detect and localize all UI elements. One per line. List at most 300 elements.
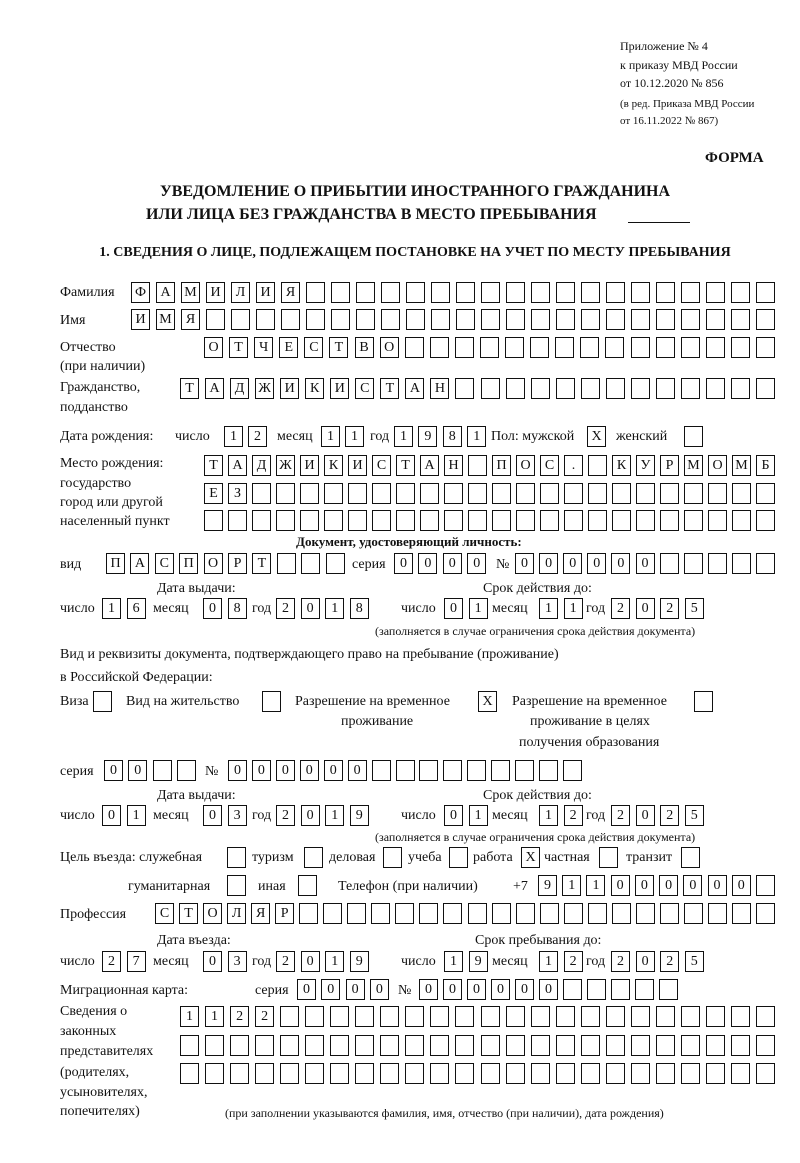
- char-box[interactable]: Д: [252, 455, 271, 476]
- char-box[interactable]: 0: [444, 805, 463, 826]
- char-box[interactable]: 2: [611, 951, 630, 972]
- char-box[interactable]: [660, 553, 679, 574]
- char-box[interactable]: 1: [586, 875, 605, 896]
- char-box[interactable]: [443, 903, 462, 924]
- char-box[interactable]: [684, 903, 703, 924]
- char-box[interactable]: [756, 282, 775, 303]
- char-box[interactable]: [330, 1035, 349, 1056]
- char-box[interactable]: [681, 309, 700, 330]
- char-box[interactable]: 0: [301, 598, 320, 619]
- char-box[interactable]: [468, 483, 487, 504]
- char-box[interactable]: 1: [180, 1006, 199, 1027]
- char-box[interactable]: [516, 510, 535, 531]
- char-box[interactable]: [481, 378, 500, 399]
- char-box[interactable]: [306, 309, 325, 330]
- char-box[interactable]: В: [355, 337, 374, 358]
- char-box[interactable]: [347, 903, 366, 924]
- char-box[interactable]: С: [304, 337, 323, 358]
- char-box[interactable]: [255, 1035, 274, 1056]
- char-box[interactable]: С: [155, 903, 174, 924]
- char-box[interactable]: 1: [127, 805, 146, 826]
- char-box[interactable]: 0: [444, 598, 463, 619]
- char-box[interactable]: [405, 1063, 424, 1084]
- char-box[interactable]: [587, 979, 606, 1000]
- char-box[interactable]: 1: [325, 951, 344, 972]
- char-box[interactable]: [252, 510, 271, 531]
- char-box[interactable]: 5: [685, 951, 704, 972]
- char-box[interactable]: [492, 903, 511, 924]
- char-box[interactable]: 0: [539, 979, 558, 1000]
- char-box[interactable]: [348, 510, 367, 531]
- char-box[interactable]: 0: [611, 875, 630, 896]
- char-box[interactable]: [636, 510, 655, 531]
- char-box[interactable]: 1: [345, 426, 364, 447]
- char-box[interactable]: [456, 309, 475, 330]
- char-box[interactable]: [430, 1063, 449, 1084]
- char-box[interactable]: А: [228, 455, 247, 476]
- char-box[interactable]: 2: [611, 805, 630, 826]
- char-box[interactable]: [612, 903, 631, 924]
- char-box[interactable]: 0: [636, 598, 655, 619]
- char-box[interactable]: [660, 483, 679, 504]
- char-box[interactable]: 0: [636, 951, 655, 972]
- char-box[interactable]: [405, 337, 424, 358]
- char-box[interactable]: [531, 378, 550, 399]
- char-box[interactable]: [708, 510, 727, 531]
- char-box[interactable]: [491, 760, 510, 781]
- char-box[interactable]: [656, 282, 675, 303]
- char-box[interactable]: К: [305, 378, 324, 399]
- char-box[interactable]: [324, 483, 343, 504]
- char-box[interactable]: [431, 282, 450, 303]
- char-box[interactable]: [606, 378, 625, 399]
- char-box[interactable]: [298, 875, 317, 896]
- char-box[interactable]: 2: [660, 598, 679, 619]
- char-box[interactable]: [492, 483, 511, 504]
- char-box[interactable]: [708, 553, 727, 574]
- char-box[interactable]: [262, 691, 281, 712]
- char-box[interactable]: Л: [227, 903, 246, 924]
- char-box[interactable]: [706, 337, 725, 358]
- char-box[interactable]: О: [516, 455, 535, 476]
- char-box[interactable]: И: [330, 378, 349, 399]
- char-box[interactable]: 1: [325, 598, 344, 619]
- char-box[interactable]: 1: [564, 598, 583, 619]
- char-box[interactable]: [656, 378, 675, 399]
- char-box[interactable]: [305, 1063, 324, 1084]
- char-box[interactable]: [180, 1035, 199, 1056]
- char-box[interactable]: [756, 378, 775, 399]
- char-box[interactable]: И: [206, 282, 225, 303]
- char-box[interactable]: [276, 510, 295, 531]
- char-box[interactable]: 1: [469, 598, 488, 619]
- char-box[interactable]: Т: [180, 378, 199, 399]
- char-box[interactable]: А: [130, 553, 149, 574]
- char-box[interactable]: С: [155, 553, 174, 574]
- char-box[interactable]: Е: [279, 337, 298, 358]
- char-box[interactable]: [468, 510, 487, 531]
- char-box[interactable]: [455, 378, 474, 399]
- char-box[interactable]: Т: [252, 553, 271, 574]
- char-box[interactable]: [431, 309, 450, 330]
- char-box[interactable]: [681, 847, 700, 868]
- char-box[interactable]: 8: [228, 598, 247, 619]
- char-box[interactable]: [731, 282, 750, 303]
- char-box[interactable]: 1: [205, 1006, 224, 1027]
- char-box[interactable]: [599, 847, 618, 868]
- char-box[interactable]: И: [131, 309, 150, 330]
- char-box[interactable]: Р: [275, 903, 294, 924]
- char-box[interactable]: [304, 847, 323, 868]
- char-box[interactable]: [231, 309, 250, 330]
- char-box[interactable]: 0: [659, 875, 678, 896]
- char-box[interactable]: К: [612, 455, 631, 476]
- char-box[interactable]: 0: [732, 875, 751, 896]
- char-box[interactable]: [656, 309, 675, 330]
- char-box[interactable]: [684, 553, 703, 574]
- char-box[interactable]: [636, 483, 655, 504]
- char-box[interactable]: [331, 309, 350, 330]
- char-box[interactable]: [540, 510, 559, 531]
- char-box[interactable]: С: [355, 378, 374, 399]
- char-box[interactable]: 0: [635, 875, 654, 896]
- char-box[interactable]: [420, 510, 439, 531]
- char-box[interactable]: А: [205, 378, 224, 399]
- char-box[interactable]: [455, 337, 474, 358]
- char-box[interactable]: 0: [346, 979, 365, 1000]
- char-box[interactable]: [281, 309, 300, 330]
- char-box[interactable]: [280, 1035, 299, 1056]
- char-box[interactable]: [93, 691, 112, 712]
- char-box[interactable]: 9: [538, 875, 557, 896]
- char-box[interactable]: 1: [102, 598, 121, 619]
- char-box[interactable]: 2: [276, 951, 295, 972]
- char-box[interactable]: Ж: [276, 455, 295, 476]
- char-box[interactable]: 0: [443, 553, 462, 574]
- char-box[interactable]: [305, 1035, 324, 1056]
- char-box[interactable]: [177, 760, 196, 781]
- char-box[interactable]: [564, 483, 583, 504]
- char-box[interactable]: [631, 1035, 650, 1056]
- char-box[interactable]: [280, 1006, 299, 1027]
- char-box[interactable]: [480, 337, 499, 358]
- char-box[interactable]: 1: [444, 951, 463, 972]
- char-box[interactable]: [681, 337, 700, 358]
- char-box[interactable]: О: [204, 553, 223, 574]
- char-box[interactable]: [228, 510, 247, 531]
- char-box[interactable]: [180, 1063, 199, 1084]
- char-box[interactable]: [660, 903, 679, 924]
- char-box[interactable]: [606, 309, 625, 330]
- char-box[interactable]: 2: [276, 805, 295, 826]
- char-box[interactable]: 3: [228, 951, 247, 972]
- char-box[interactable]: [330, 1006, 349, 1027]
- char-box[interactable]: [481, 282, 500, 303]
- char-box[interactable]: 2: [564, 805, 583, 826]
- char-box[interactable]: 0: [300, 760, 319, 781]
- char-box[interactable]: 9: [469, 951, 488, 972]
- char-box[interactable]: [631, 1006, 650, 1027]
- char-box[interactable]: [430, 337, 449, 358]
- char-box[interactable]: [444, 510, 463, 531]
- char-box[interactable]: [756, 553, 775, 574]
- char-box[interactable]: [205, 1035, 224, 1056]
- char-box[interactable]: [631, 282, 650, 303]
- char-box[interactable]: Т: [380, 378, 399, 399]
- char-box[interactable]: П: [179, 553, 198, 574]
- char-box[interactable]: [563, 979, 582, 1000]
- char-box[interactable]: [588, 455, 607, 476]
- char-box[interactable]: 0: [301, 805, 320, 826]
- char-box[interactable]: 0: [324, 760, 343, 781]
- char-box[interactable]: [481, 309, 500, 330]
- char-box[interactable]: [539, 760, 558, 781]
- char-box[interactable]: М: [732, 455, 751, 476]
- char-box[interactable]: М: [156, 309, 175, 330]
- char-box[interactable]: [355, 1035, 374, 1056]
- char-box[interactable]: Т: [179, 903, 198, 924]
- char-box[interactable]: [708, 903, 727, 924]
- char-box[interactable]: [731, 1006, 750, 1027]
- char-box[interactable]: 0: [128, 760, 147, 781]
- char-box[interactable]: [635, 979, 654, 1000]
- char-box[interactable]: 2: [276, 598, 295, 619]
- char-box[interactable]: 1: [539, 598, 558, 619]
- char-box[interactable]: 7: [127, 951, 146, 972]
- char-box[interactable]: [631, 1063, 650, 1084]
- char-box[interactable]: [323, 903, 342, 924]
- char-box[interactable]: [706, 378, 725, 399]
- char-box[interactable]: [276, 483, 295, 504]
- char-box[interactable]: [481, 1006, 500, 1027]
- char-box[interactable]: 2: [230, 1006, 249, 1027]
- char-box[interactable]: [299, 903, 318, 924]
- char-box[interactable]: X: [478, 691, 497, 712]
- char-box[interactable]: [556, 1063, 575, 1084]
- char-box[interactable]: [372, 510, 391, 531]
- char-box[interactable]: [581, 1035, 600, 1056]
- char-box[interactable]: [506, 1063, 525, 1084]
- char-box[interactable]: [611, 979, 630, 1000]
- char-box[interactable]: [356, 282, 375, 303]
- char-box[interactable]: Н: [430, 378, 449, 399]
- char-box[interactable]: [581, 309, 600, 330]
- char-box[interactable]: [631, 309, 650, 330]
- char-box[interactable]: [681, 1006, 700, 1027]
- char-box[interactable]: Ч: [254, 337, 273, 358]
- char-box[interactable]: Р: [660, 455, 679, 476]
- char-box[interactable]: [656, 1035, 675, 1056]
- char-box[interactable]: Н: [444, 455, 463, 476]
- char-box[interactable]: Т: [329, 337, 348, 358]
- char-box[interactable]: [631, 378, 650, 399]
- char-box[interactable]: [563, 760, 582, 781]
- char-box[interactable]: Я: [251, 903, 270, 924]
- char-box[interactable]: [301, 553, 320, 574]
- char-box[interactable]: [681, 378, 700, 399]
- char-box[interactable]: 0: [467, 553, 486, 574]
- char-box[interactable]: [331, 282, 350, 303]
- char-box[interactable]: [556, 1006, 575, 1027]
- char-box[interactable]: С: [540, 455, 559, 476]
- char-box[interactable]: 9: [350, 951, 369, 972]
- char-box[interactable]: [660, 510, 679, 531]
- char-box[interactable]: Е: [204, 483, 223, 504]
- char-box[interactable]: 2: [248, 426, 267, 447]
- char-box[interactable]: О: [204, 337, 223, 358]
- char-box[interactable]: [531, 309, 550, 330]
- char-box[interactable]: 0: [203, 951, 222, 972]
- char-box[interactable]: .: [564, 455, 583, 476]
- char-box[interactable]: [456, 282, 475, 303]
- char-box[interactable]: [419, 760, 438, 781]
- char-box[interactable]: [396, 510, 415, 531]
- char-box[interactable]: [420, 483, 439, 504]
- char-box[interactable]: [380, 1063, 399, 1084]
- char-box[interactable]: [324, 510, 343, 531]
- char-box[interactable]: 1: [224, 426, 243, 447]
- char-box[interactable]: 9: [418, 426, 437, 447]
- char-box[interactable]: [756, 903, 775, 924]
- char-box[interactable]: У: [636, 455, 655, 476]
- char-box[interactable]: [731, 337, 750, 358]
- char-box[interactable]: Т: [204, 455, 223, 476]
- char-box[interactable]: 0: [636, 805, 655, 826]
- char-box[interactable]: [492, 510, 511, 531]
- char-box[interactable]: 0: [418, 553, 437, 574]
- char-box[interactable]: Ф: [131, 282, 150, 303]
- char-box[interactable]: [506, 1035, 525, 1056]
- char-box[interactable]: [588, 483, 607, 504]
- char-box[interactable]: X: [587, 426, 606, 447]
- char-box[interactable]: [605, 337, 624, 358]
- char-box[interactable]: 0: [708, 875, 727, 896]
- char-box[interactable]: [153, 760, 172, 781]
- char-box[interactable]: [606, 1035, 625, 1056]
- char-box[interactable]: [706, 1006, 725, 1027]
- char-box[interactable]: [405, 1006, 424, 1027]
- char-box[interactable]: [277, 553, 296, 574]
- char-box[interactable]: [556, 378, 575, 399]
- char-box[interactable]: [206, 309, 225, 330]
- char-box[interactable]: 0: [491, 979, 510, 1000]
- char-box[interactable]: 1: [469, 805, 488, 826]
- char-box[interactable]: [455, 1006, 474, 1027]
- char-box[interactable]: 0: [539, 553, 558, 574]
- char-box[interactable]: [405, 1035, 424, 1056]
- char-box[interactable]: 0: [515, 979, 534, 1000]
- char-box[interactable]: [355, 1006, 374, 1027]
- char-box[interactable]: [380, 1035, 399, 1056]
- char-box[interactable]: Л: [231, 282, 250, 303]
- char-box[interactable]: 0: [104, 760, 123, 781]
- char-box[interactable]: 5: [685, 598, 704, 619]
- char-box[interactable]: [455, 1063, 474, 1084]
- char-box[interactable]: 9: [350, 805, 369, 826]
- char-box[interactable]: [406, 282, 425, 303]
- char-box[interactable]: [205, 1063, 224, 1084]
- char-box[interactable]: 0: [515, 553, 534, 574]
- char-box[interactable]: 1: [394, 426, 413, 447]
- char-box[interactable]: Д: [230, 378, 249, 399]
- char-box[interactable]: [732, 483, 751, 504]
- char-box[interactable]: [255, 1063, 274, 1084]
- char-box[interactable]: [540, 483, 559, 504]
- char-box[interactable]: [300, 483, 319, 504]
- char-box[interactable]: А: [405, 378, 424, 399]
- char-box[interactable]: 1: [562, 875, 581, 896]
- char-box[interactable]: [305, 1006, 324, 1027]
- char-box[interactable]: 0: [321, 979, 340, 1000]
- char-box[interactable]: 0: [276, 760, 295, 781]
- char-box[interactable]: [684, 510, 703, 531]
- char-box[interactable]: [356, 309, 375, 330]
- char-box[interactable]: [443, 760, 462, 781]
- char-box[interactable]: [731, 309, 750, 330]
- char-box[interactable]: М: [684, 455, 703, 476]
- char-box[interactable]: [636, 903, 655, 924]
- char-box[interactable]: 0: [203, 805, 222, 826]
- char-box[interactable]: Я: [181, 309, 200, 330]
- char-box[interactable]: [606, 1006, 625, 1027]
- char-box[interactable]: [506, 309, 525, 330]
- char-box[interactable]: [756, 875, 775, 896]
- char-box[interactable]: [756, 510, 775, 531]
- char-box[interactable]: [588, 510, 607, 531]
- char-box[interactable]: 0: [297, 979, 316, 1000]
- char-box[interactable]: [256, 309, 275, 330]
- char-box[interactable]: А: [156, 282, 175, 303]
- char-box[interactable]: [681, 1063, 700, 1084]
- char-box[interactable]: 0: [683, 875, 702, 896]
- char-box[interactable]: [506, 378, 525, 399]
- char-box[interactable]: Р: [228, 553, 247, 574]
- char-box[interactable]: [355, 1063, 374, 1084]
- char-box[interactable]: 0: [611, 553, 630, 574]
- char-box[interactable]: П: [492, 455, 511, 476]
- char-box[interactable]: [531, 282, 550, 303]
- char-box[interactable]: 0: [636, 553, 655, 574]
- char-box[interactable]: 0: [419, 979, 438, 1000]
- char-box[interactable]: 1: [539, 951, 558, 972]
- char-box[interactable]: 5: [685, 805, 704, 826]
- char-box[interactable]: А: [420, 455, 439, 476]
- char-box[interactable]: [372, 760, 391, 781]
- char-box[interactable]: Т: [229, 337, 248, 358]
- char-box[interactable]: 0: [301, 951, 320, 972]
- char-box[interactable]: [612, 510, 631, 531]
- char-box[interactable]: 0: [203, 598, 222, 619]
- char-box[interactable]: [555, 337, 574, 358]
- char-box[interactable]: Я: [281, 282, 300, 303]
- char-box[interactable]: [556, 309, 575, 330]
- char-box[interactable]: 2: [102, 951, 121, 972]
- char-box[interactable]: [371, 903, 390, 924]
- char-box[interactable]: [204, 510, 223, 531]
- char-box[interactable]: [731, 1063, 750, 1084]
- char-box[interactable]: [659, 979, 678, 1000]
- char-box[interactable]: [681, 282, 700, 303]
- char-box[interactable]: 1: [321, 426, 340, 447]
- char-box[interactable]: [481, 1063, 500, 1084]
- char-box[interactable]: [468, 455, 487, 476]
- char-box[interactable]: [455, 1035, 474, 1056]
- char-box[interactable]: [581, 1063, 600, 1084]
- char-box[interactable]: [516, 483, 535, 504]
- char-box[interactable]: Б: [756, 455, 775, 476]
- char-box[interactable]: [756, 337, 775, 358]
- char-box[interactable]: [396, 760, 415, 781]
